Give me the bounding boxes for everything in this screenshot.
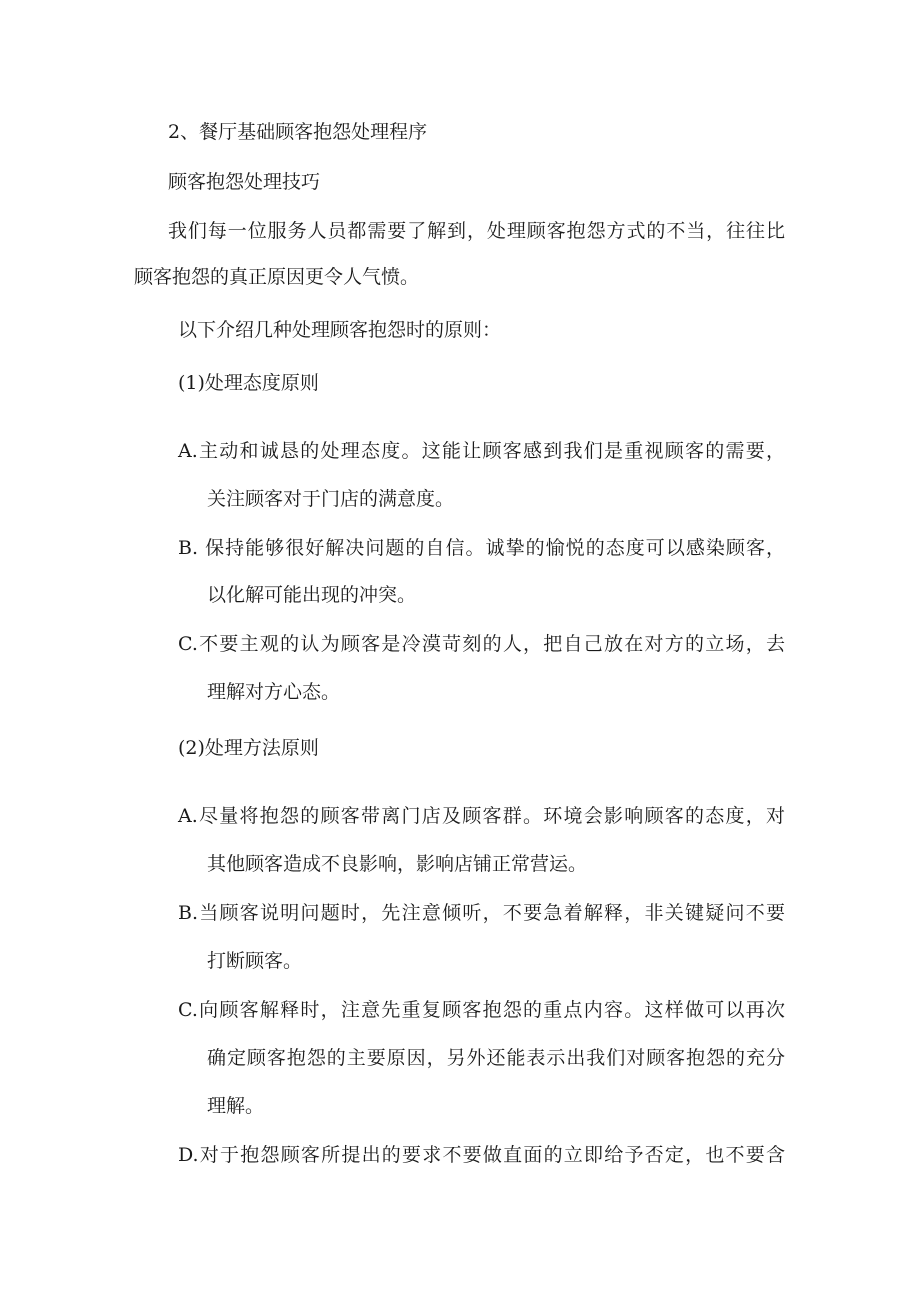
section2-item-b-line2: 打断顾客。 — [207, 950, 303, 972]
section2-item-d-line1: D.对于抱怨顾客所提出的要求不要做直面的立即给予否定，也不要含 — [178, 1144, 785, 1166]
document-heading: 2、餐厅基础顾客抱怨处理程序 — [168, 121, 428, 143]
section2-item-c-line1: C.向顾客解释时，注意先重复顾客抱怨的重点内容。这样做可以再次 — [178, 999, 785, 1021]
section2-item-c-line2: 确定顾客抱怨的主要原因，另外还能表示出我们对顾客抱怨的充分 — [207, 1047, 785, 1069]
section2-item-a-line2: 其他顾客造成不良影响，影响店铺正常营运。 — [207, 853, 588, 875]
section1-item-b-line2: 以化解可能出现的冲突。 — [207, 584, 417, 606]
section2-title: (2)处理方法原则 — [178, 737, 319, 759]
section2-item-c-line3: 理解。 — [207, 1095, 265, 1117]
principles-intro: 以下介绍几种处理顾客抱怨时的原则： — [178, 319, 502, 341]
section1-item-a-line2: 关注顾客对于门店的满意度。 — [207, 488, 455, 510]
section1-item-a-line1: A.主动和诚恳的处理态度。这能让顾客感到我们是重视顾客的需要， — [178, 440, 785, 462]
section2-item-b-line1: B.当顾客说明问题时，先注意倾听，不要急着解释，非关键疑问不要 — [178, 902, 785, 924]
section1-item-c-line2: 理解对方心态。 — [207, 681, 341, 703]
document-subheading: 顾客抱怨处理技巧 — [168, 171, 321, 193]
section2-item-a-line1: A.尽量将抱怨的顾客带离门店及顾客群。环境会影响顾客的态度，对 — [178, 805, 785, 827]
intro-line-1: 我们每一位服务人员都需要了解到，处理顾客抱怨方式的不当，往往比 — [168, 220, 785, 242]
section1-item-c-line1: C.不要主观的认为顾客是冷漠苛刻的人，把自己放在对方的立场，去 — [178, 633, 785, 655]
intro-line-2: 顾客抱怨的真正原因更令人气愤。 — [134, 266, 420, 288]
section1-title: (1)处理态度原则 — [178, 372, 319, 394]
section1-item-b-line1: B. 保持能够很好解决问题的自信。诚挚的愉悦的态度可以感染顾客， — [178, 537, 785, 559]
